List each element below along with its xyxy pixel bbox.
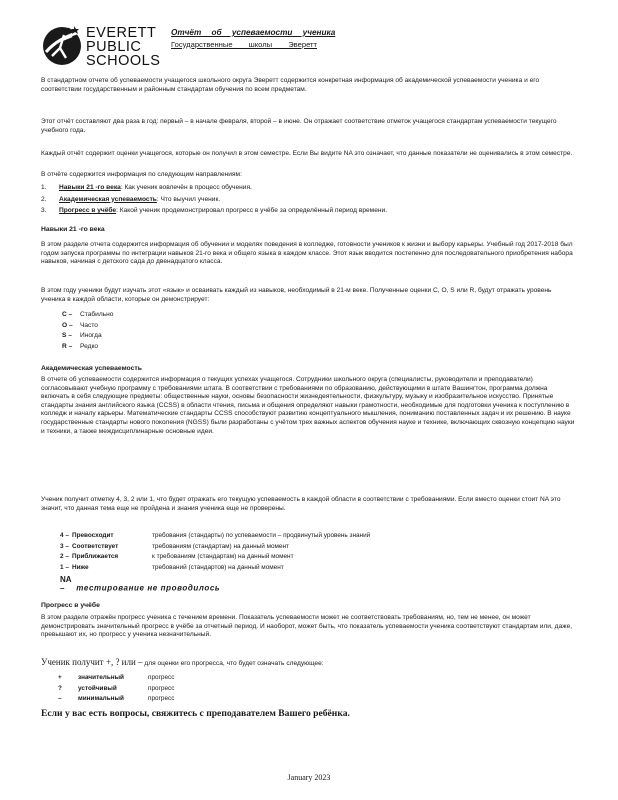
na-key: NA –	[60, 575, 72, 593]
progress-word: значительный	[78, 674, 124, 681]
progress-mark-item	[58, 685, 174, 694]
skills-paragraph-1: В этом разделе отчета содержится информация об обучении и моделях поведения в колледже, готовности учеников к жизни и выбору карьеры. Учебный год 2017-2018 был годом запуска программы по интеграции навыков 21-го века и общего языка в каждом классе. Этот язык вводится постепенно для последовательного приобретения набора навыков, начиная с детского сада до двенадцатого класса.	[41, 241, 573, 266]
na-text: тестирование не проводилось	[76, 583, 221, 593]
intro-paragraph-4: В отчёте содержится информация по следующим направлениям:	[41, 171, 242, 178]
level-key: 3 –	[60, 542, 69, 550]
progress-paragraph-2	[41, 658, 577, 669]
progress-symbol: –	[58, 695, 62, 703]
na-note	[60, 576, 220, 593]
level-key: 2 –	[60, 553, 69, 561]
level-item	[60, 553, 370, 562]
progress-marks	[58, 674, 174, 704]
footer-date: January 2023	[287, 773, 331, 782]
list-title: Академическая успеваемость	[59, 195, 157, 203]
list-desc: : Как ученик вовлечён в процесс обучения.	[120, 184, 252, 191]
level-item	[60, 543, 370, 552]
list-number: 3.	[41, 207, 47, 215]
logo-text	[86, 26, 160, 68]
grade-item	[62, 311, 113, 320]
progress-symbol: ?	[58, 684, 62, 692]
grade-code: O –	[62, 321, 73, 329]
list-item	[41, 184, 387, 193]
level-desc: к требованиям (стандартам) на данный момент	[152, 553, 294, 561]
progress-symbol: +	[58, 674, 62, 681]
grade-label: Стабильно	[80, 311, 114, 318]
list-title: Прогресс в учёбе	[59, 207, 117, 215]
skills-paragraph-2: В этом году ученики будут изучать этот «язык» и осваивать каждый из навыков, необходимый в 21-м веке. Полученные оценки C, O, S или R, будут отражать уровень ученика в каждой области, которые он демонстрирует:	[41, 287, 552, 303]
page-title: Отчёт об успеваемости ученика	[171, 28, 336, 37]
intro-paragraph-1: В стандартном отчете об успеваемости учащегося школьного округа Эверетт содержится конкретная информация об академической успеваемости ученика и его соответствии государственным и районным стандартам обучения по всем предметам.	[41, 77, 540, 93]
level-desc: требования (стандарты) по успеваемости – продвинутый уровень знаний	[152, 532, 371, 539]
grades-list	[62, 311, 113, 351]
grade-label: Иногда	[80, 332, 102, 340]
progress-rest-word: прогресс	[148, 695, 175, 703]
logo-line-1: EVERETT	[86, 25, 157, 41]
logo-line-2: PUBLIC	[86, 39, 142, 55]
level-key: 4 –	[60, 532, 69, 539]
list-number: 1.	[41, 184, 47, 191]
list-item	[41, 207, 387, 216]
grade-label: Редко	[80, 342, 99, 350]
progress-word: минимальный	[78, 695, 124, 703]
grade-item	[62, 343, 113, 352]
progress-mark-item	[58, 674, 174, 683]
grade-code: S –	[62, 332, 72, 340]
grade-item	[62, 322, 113, 331]
academic-paragraph-1: В отчете об успеваемости содержится информация о текущих успехах учащегося. Сотрудники школьного округа (специалисты, руководители и преподаватели) согласовывают учебную программу с требованиями штата. В соответствии с требованиями по образованию, действующими в штате Вашингтон, программа должна включать в себя следующие предметы: общественные науки, основы безопасности жизнедеятельности, физкультуру, музыку и изобразительное искусство. Принятые стандарты знания английского языка (CCSS) в области чтения, письма и общения определяют навыки грамотности, необходимые для подготовки ученика к поступлению в колледж и началу карьеры. Математические стандарты CCSS способствуют развитию концептуального мышления, пониманию поставленных задач и их решению. В науке государственные стандарты нового поколения (NGSS) были разработаны с учётом трех важных аспектов обучения науке и технике, включающих сквозную концепцию науки и техники, а также междисциплинарные основные идеи.	[41, 376, 575, 435]
academic-heading: Академическая успеваемость	[41, 365, 142, 372]
level-term: Ниже	[72, 563, 89, 571]
academic-paragraph-2: Ученик получит отметку 4, 3, 2 или 1, что будет отражать его текущую успеваемость в каждой области в соответствии с требованиями. Если вместо оценки стоит NA это значит, что данная тема еще не пройдена и знания ученика еще не проверены.	[41, 496, 561, 512]
progress-mark-item	[58, 695, 174, 704]
page-subtitle: Государственные школы Эверетт	[171, 40, 318, 49]
intro-paragraph-2: Этот отчёт составляют два раза в год: первый – в начале февраля, второй – в июне. Он отражает соответствие отметок учащегося стандартам успеваемости текущего учебного года.	[41, 118, 557, 134]
list-desc: : Что выучил ученик.	[156, 195, 221, 203]
list-desc: : Какой ученик продемонстрировал прогресс в учёбе за определённый период времени.	[116, 207, 388, 215]
sections-list	[41, 184, 387, 216]
level-term: Приближается	[72, 553, 119, 561]
list-number: 2.	[41, 195, 47, 203]
progress-rest-word: прогресс	[148, 684, 175, 692]
level-term: Превосходит	[72, 532, 114, 539]
level-desc: требованиям (стандартам) на данный момент	[152, 542, 289, 550]
level-item	[60, 564, 370, 573]
skills-heading: Навыки 21 -го века	[41, 226, 105, 233]
grade-label: Часто	[80, 321, 98, 329]
level-item	[60, 532, 370, 541]
list-title: Навыки 21 -го века	[59, 184, 121, 191]
closing-note: Если у вас есть вопросы, свяжитесь с преподавателем Вашего ребёнка.	[41, 708, 350, 719]
level-key: 1 –	[60, 563, 69, 571]
level-term: Соответствует	[72, 542, 119, 550]
logo-line-3: SCHOOLS	[86, 53, 161, 69]
grade-code: C –	[62, 311, 73, 318]
progress-paragraph-1: В этом разделе отражён прогресс ученика с течением времени. Показатель успеваемости может не соответствовать требованиям, но, тем не менее, он может демонстрировать значительный прогресс в учёбе за отчетный период. И наоборот, может быть, что показатель успеваемости ученика соответствуют стандартам или, даже, превышают их, но прогресс у ученика незначительный.	[41, 614, 573, 639]
levels-list	[60, 532, 370, 572]
level-desc: требований (стандартов) на данный момент	[152, 563, 284, 571]
progress-rest-word: прогресс	[148, 674, 175, 681]
progress-rest: для оценки его прогресса, что будет означать следующее:	[142, 660, 324, 667]
logo-figure-icon	[40, 22, 84, 68]
grade-code: R –	[62, 342, 73, 350]
progress-word: устойчивый	[78, 684, 117, 692]
list-item	[41, 196, 387, 205]
progress-lead: Ученик получит +, ? или –	[41, 657, 143, 667]
intro-paragraph-3: Каждый отчёт содержит оценки учащегося, которые он получил в этом семестре. Если Вы видите NA это означает, что данные показатели не оценивались в этом семестре.	[41, 150, 573, 157]
progress-heading: Прогресс в учёбе	[41, 602, 100, 609]
grade-item	[62, 332, 113, 341]
